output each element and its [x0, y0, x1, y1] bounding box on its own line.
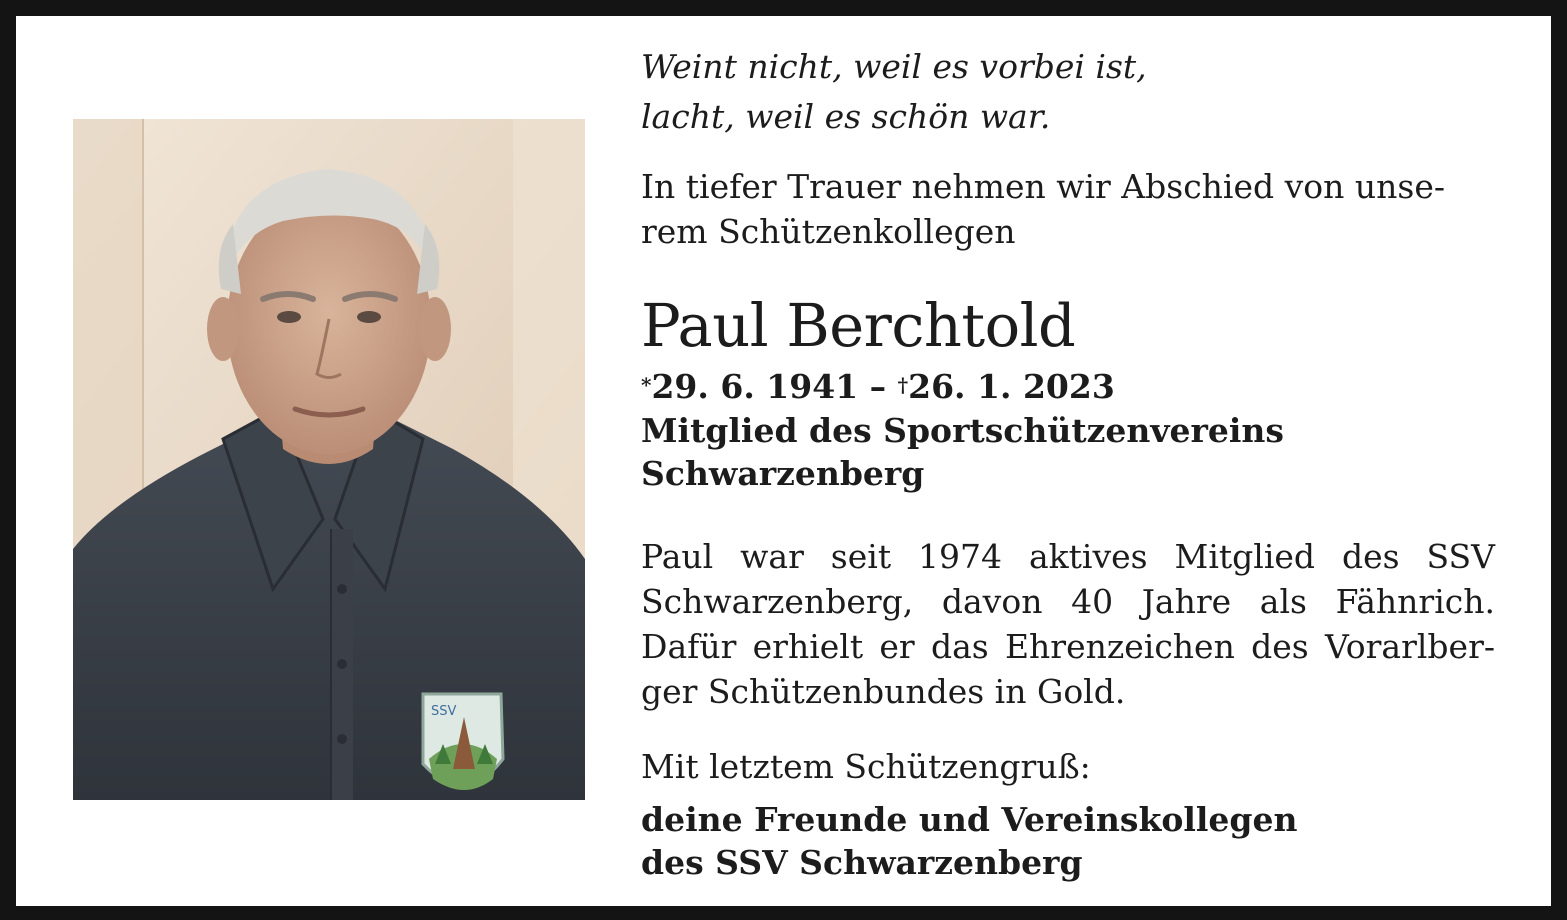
death-date: 26. 1. 2023 — [908, 367, 1115, 406]
club-badge-icon — [423, 694, 503, 790]
svg-text:SSV: SSV — [431, 704, 457, 719]
birth-symbol: * — [641, 373, 652, 397]
bio-line-4: ger Schützenbundes in Gold. — [641, 672, 1126, 711]
signers-line-1: deine Freunde und Vereinskollegen — [641, 800, 1298, 839]
biography-paragraph — [641, 534, 1495, 714]
portrait-photo — [73, 119, 585, 800]
membership-line-1: Mitglied des Sportschützenvereins — [641, 411, 1284, 450]
date-separator: – — [858, 367, 898, 406]
closing-greeting: Mit letztem Schützengruß: — [641, 747, 1091, 786]
intro-line-2: rem Schützenkollegen — [641, 212, 1016, 251]
life-dates — [641, 365, 1495, 409]
bio-line-1: Paul war seit 1974 aktives Mitglied des SSV — [641, 537, 1495, 576]
death-symbol: † — [897, 373, 909, 397]
quote-line-1: Weint nicht, weil es vorbei ist, — [641, 47, 1147, 86]
quote-line-2: lacht, weil es schön war. — [641, 97, 1051, 136]
bio-line-3: Dafür erhielt er das Ehrenzeichen des Vorarlber- — [641, 627, 1495, 666]
birth-date: 29. 6. 1941 — [651, 367, 859, 406]
memorial-quote — [641, 42, 1495, 142]
bio-line-2: Schwarzenberg, davon 40 Jahre als Fähnrich. — [641, 582, 1495, 621]
intro-line-1: In tiefer Trauer nehmen wir Abschied von unse- — [641, 167, 1446, 206]
membership-line-2: Schwarzenberg — [641, 454, 925, 493]
signers — [641, 798, 1495, 884]
signers-line-2: des SSV Schwarzenberg — [641, 843, 1083, 882]
deceased-name: Paul Berchtold — [641, 291, 1076, 360]
membership-text — [641, 409, 1495, 495]
intro-text — [641, 164, 1495, 254]
